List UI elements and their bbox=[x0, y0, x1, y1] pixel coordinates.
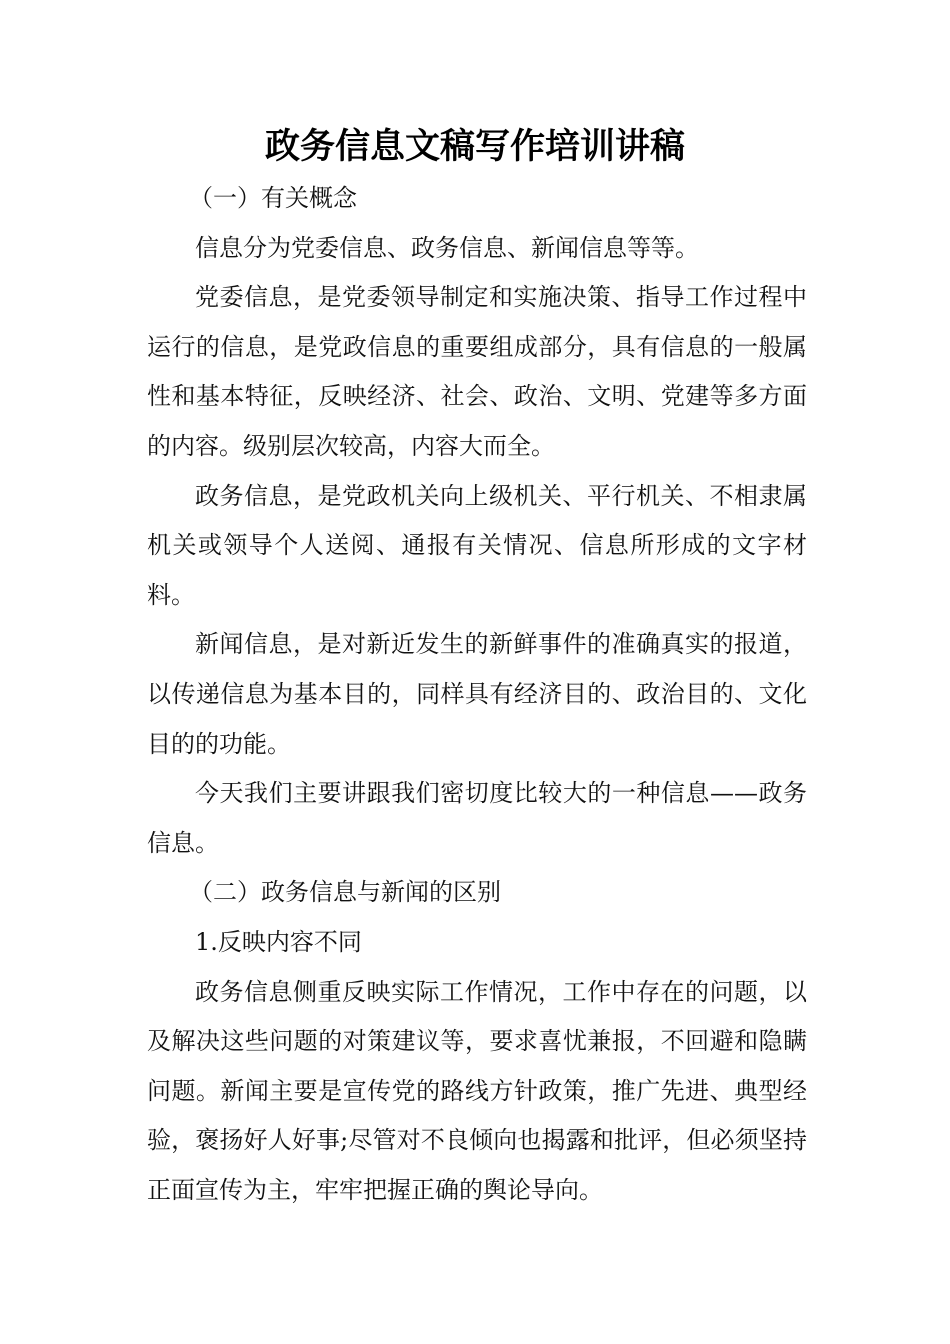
paragraph-info-types: 信息分为党委信息、政务信息、新闻信息等等。 bbox=[195, 233, 699, 262]
paragraph-government-info: 政务信息，是党政机关向上级机关、平行机关、不相隶属机关或领导个人送阅、通报有关情况、信息所形成的文字材料。 bbox=[147, 481, 807, 609]
paragraph-today-topic: 今天我们主要讲跟我们密切度比较大的一种信息——政务信息。 bbox=[147, 779, 807, 857]
document-title: 政务信息文稿写作培训讲稿 bbox=[264, 126, 685, 167]
paragraph-party-info: 党委信息，是党委领导制定和实施决策、指导工作过程中运行的信息，是党政信息的重要组成部分，具有信息的一般属性和基本特征，反映经济、社会、政治、文明、党建等多方面的内容。级别层次较高，内容大而全。 bbox=[147, 283, 807, 460]
paragraph-content-difference: 政务信息侧重反映实际工作情况，工作中存在的问题，以及解决这些问题的对策建议等，要求喜忧兼报，不回避和隐瞒问题。新闻主要是宣传党的路线方针政策，推广先进、典型经验，褒扬好人好事;尽管对不良倾向也揭露和批评，但必须坚持正面宣传为主，牢牢把握正确的舆论导向。 bbox=[147, 977, 807, 1204]
document-body bbox=[147, 174, 807, 1215]
section-heading-2: （二）政务信息与新闻的区别 bbox=[189, 878, 501, 907]
section-heading-1: （一）有关概念 bbox=[189, 184, 357, 212]
paragraph-news-info: 新闻信息，是对新近发生的新鲜事件的准确真实的报道，以传递信息为基本目的，同样具有经济目的、政治目的、文化目的的功能。 bbox=[147, 630, 807, 758]
subheading-content-difference: 1.反映内容不同 bbox=[195, 927, 362, 956]
